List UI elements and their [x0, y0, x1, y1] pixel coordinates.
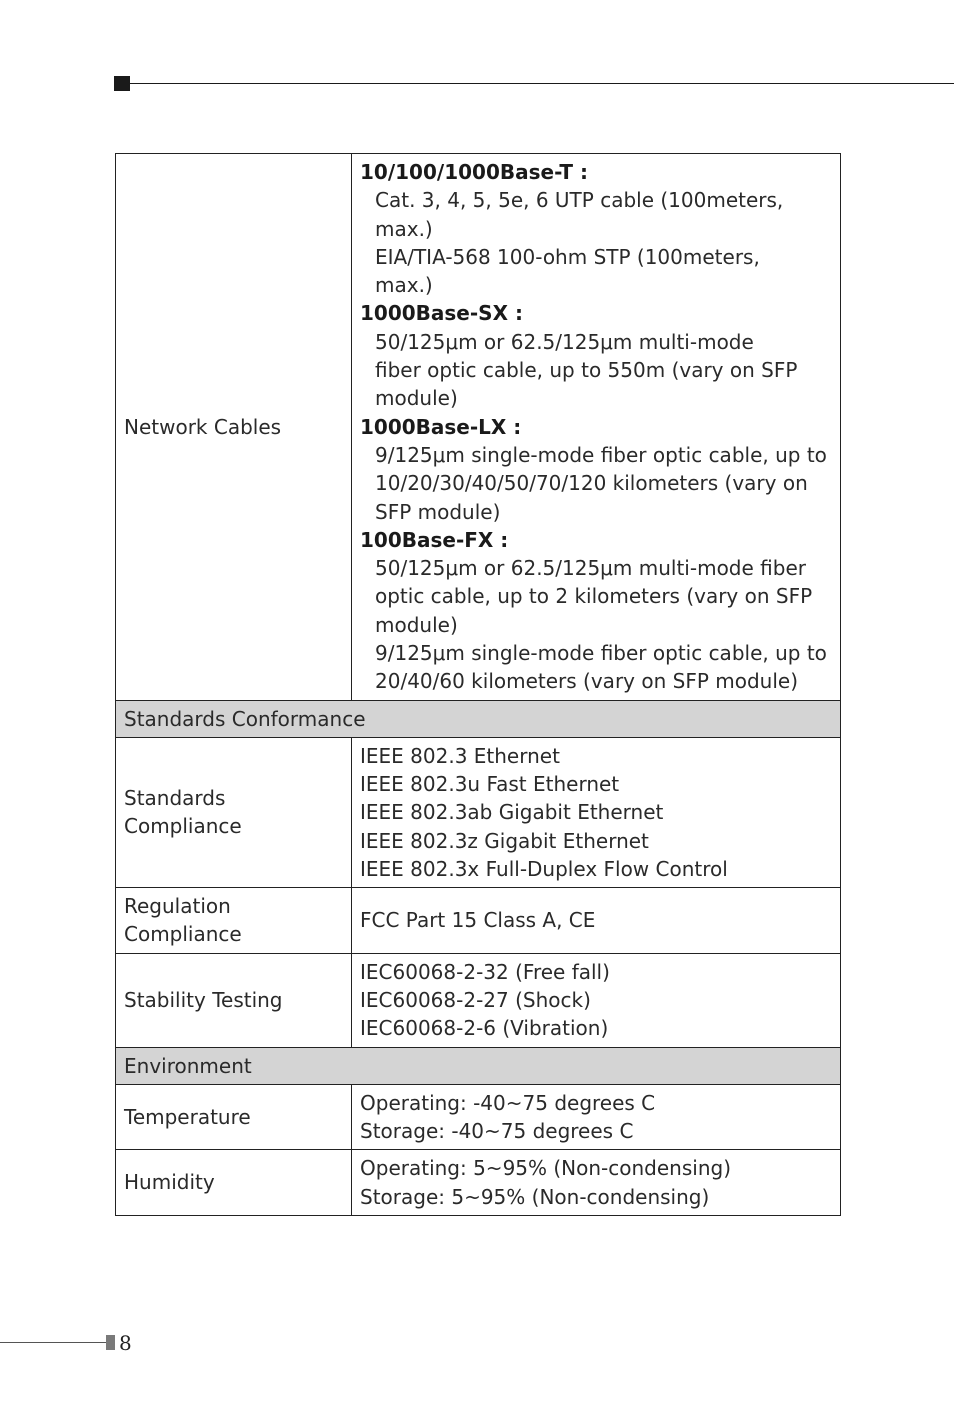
row-value — [352, 1150, 841, 1216]
table-row-standards-compliance — [116, 737, 841, 887]
value-line: IEEE 802.3x Full-Duplex Flow Control — [360, 856, 728, 881]
cable-line: 50/125μm or 62.5/125μm multi-mode — [375, 329, 754, 354]
cable-line: 50/125μm or 62.5/125μm multi-mode fiber — [375, 556, 806, 581]
cable-line: 10/20/30/40/50/70/120 kilometers (vary on — [375, 471, 808, 496]
row-value — [352, 953, 841, 1047]
header-rule — [130, 83, 954, 84]
cable-line: optic cable, up to 2 kilometers (vary on SFP — [375, 584, 813, 609]
table-row-network-cables — [116, 154, 841, 701]
table-row-temperature — [116, 1084, 841, 1150]
table-row-stability-testing — [116, 953, 841, 1047]
cable-heading-1000base-sx: 1000Base-SX : — [360, 301, 523, 326]
value-line: Storage: -40~75 degrees C — [360, 1118, 634, 1143]
page-number: 8 — [119, 1331, 132, 1355]
row-label-line: Regulation — [124, 894, 231, 919]
footer-marker — [106, 1335, 115, 1350]
table-row-regulation-compliance — [116, 888, 841, 954]
cable-line: module) — [375, 386, 458, 411]
value-line: IEC60068-2-32 (Free fall) — [360, 959, 610, 984]
header-marker — [114, 76, 130, 91]
specification-table — [115, 153, 841, 1216]
cable-heading-1000base-lx: 1000Base-LX : — [360, 414, 522, 439]
value-line: IEEE 802.3 Ethernet — [360, 743, 560, 768]
row-label: Temperature — [116, 1084, 352, 1150]
row-value — [352, 1084, 841, 1150]
value-line: IEEE 802.3u Fast Ethernet — [360, 771, 620, 796]
row-label-line: Compliance — [124, 814, 242, 839]
cable-line: EIA/TIA-568 100-ohm STP (100meters, — [375, 244, 760, 269]
row-label: Humidity — [116, 1150, 352, 1216]
value-line: IEC60068-2-27 (Shock) — [360, 988, 591, 1013]
row-value — [352, 888, 841, 954]
section-header-environment — [116, 1047, 841, 1084]
row-label: Network Cables — [116, 154, 352, 701]
section-title: Standards Conformance — [116, 700, 841, 737]
cable-line: max.) — [375, 216, 433, 241]
cable-line: SFP module) — [375, 499, 501, 524]
cable-line: 9/125μm single-mode fiber optic cable, up to — [375, 442, 827, 467]
table-row-humidity — [116, 1150, 841, 1216]
cable-line: max.) — [375, 273, 433, 298]
cable-heading-1000base-t: 10/100/1000Base-T : — [360, 160, 589, 184]
row-value — [352, 154, 841, 701]
value-line: IEEE 802.3z Gigabit Ethernet — [360, 828, 649, 853]
cable-line: 9/125μm single-mode fiber optic cable, up to — [375, 641, 827, 666]
section-title: Environment — [116, 1047, 841, 1084]
section-header-standards — [116, 700, 841, 737]
cable-line: 20/40/60 kilometers (vary on SFP module) — [375, 669, 798, 694]
cable-heading-100base-fx: 100Base-FX : — [360, 527, 509, 552]
cable-line: fiber optic cable, up to 550m (vary on SFP — [375, 358, 798, 383]
value-line: Operating: -40~75 degrees C — [360, 1090, 656, 1115]
footer-rule — [0, 1342, 106, 1343]
row-label-line: Compliance — [124, 922, 242, 947]
cable-line: Cat. 3, 4, 5, 5e, 6 UTP cable (100meters, — [375, 188, 784, 213]
row-label — [116, 888, 352, 954]
row-value — [352, 737, 841, 887]
value-line: IEC60068-2-6 (Vibration) — [360, 1016, 609, 1041]
value-line: Storage: 5~95% (Non-condensing) — [360, 1184, 710, 1209]
row-label — [116, 737, 352, 887]
row-label-line: Standards — [124, 786, 226, 811]
row-label: Stability Testing — [116, 953, 352, 1047]
value-line: FCC Part 15 Class A, CE — [360, 908, 596, 933]
value-line: IEEE 802.3ab Gigabit Ethernet — [360, 800, 664, 825]
cable-line: module) — [375, 612, 458, 637]
value-line: Operating: 5~95% (Non-condensing) — [360, 1156, 732, 1181]
